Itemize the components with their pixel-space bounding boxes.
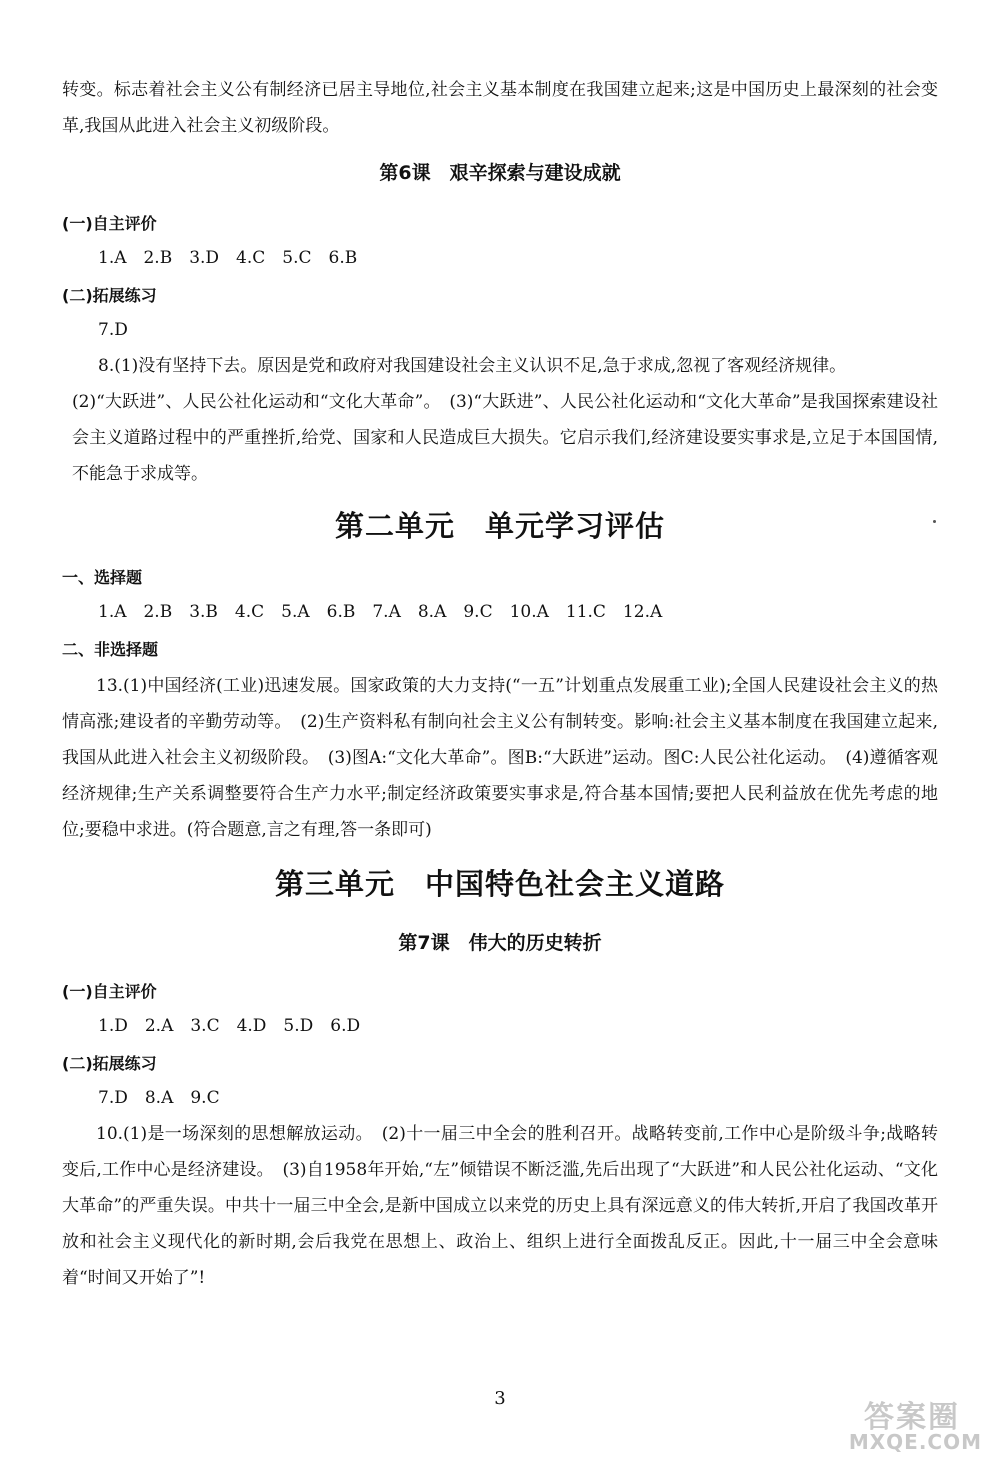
- lesson-7-q10-answer: 10.(1)是一场深刻的思想解放运动。 (2)十一届三中全会的胜利召开。战略转变前,工作中心是阶级斗争;战略转变后,工作中心是经济建设。 (3)自1958年开始,“左”倾错误不断泛滥,先后出现了“大跃进”和人民公社化运动、“文化大革命”的严重失误。中共十一届三中全会,是新中国成立以来党的历史上具有深远意义的伟大转折,开启了我国改革开放和社会主义现代化的新时期,会后我党在思想上、政治上、组织上进行全面拨乱反正。因此,十一届三中全会意味着“时间又开始了”!: [62, 1124, 938, 1288]
- lesson-7-q7-9-answers: 7.D 8.A 9.C: [98, 1088, 220, 1108]
- unit-2-nonchoice-heading: 二、非选择题: [62, 640, 159, 659]
- lesson-7-extension-heading: (二)拓展练习: [62, 1054, 157, 1073]
- lesson-6-title: 第6课 艰辛探索与建设成就: [379, 162, 621, 184]
- lesson-6-q7-answer: 7.D: [98, 320, 128, 340]
- unit-2-choice-answers: 1.A 2.B 3.B 4.C 5.A 6.B 7.A 8.A 9.C 10.A 11.C 12.A: [98, 602, 663, 622]
- unit-3-title: 第三单元 中国特色社会主义道路: [274, 867, 725, 901]
- lesson-7-title: 第7课 伟大的历史转折: [398, 932, 602, 954]
- lesson-6-q8-line1: 8.(1)没有坚持下去。原因是党和政府对我国建设社会主义认识不足,急于求成,忽视了客观经济规律。: [98, 356, 847, 376]
- scan-speck: [933, 520, 936, 523]
- lesson-6-self-eval-heading: (一)自主评价: [62, 214, 157, 233]
- lesson-7-self-eval-answers: 1.D 2.A 3.C 4.D 5.D 6.D: [98, 1016, 361, 1036]
- intro-paragraph: 转变。标志着社会主义公有制经济已居主导地位,社会主义基本制度在我国建立起来;这是中国历史上最深刻的社会变革,我国从此进入社会主义初级阶段。: [62, 80, 938, 136]
- unit-2-choice-heading: 一、选择题: [62, 568, 143, 587]
- unit-2-title: 第二单元 单元学习评估: [334, 509, 665, 543]
- lesson-6-extension-heading: (二)拓展练习: [62, 286, 157, 305]
- lesson-6-q8-answer: (2)“大跃进”、人民公社化运动和“文化大革命”。 (3)“大跃进”、人民公社化运动和“文化大革命”是我国探索建设社会主义道路过程中的严重挫折,给党、国家和人民造成巨大损失。它启示我们,经济建设要实事求是,立足于本国国情,不能急于求成等。: [72, 392, 938, 484]
- lesson-7-self-eval-heading: (一)自主评价: [62, 982, 157, 1001]
- page-number: 3: [494, 1388, 506, 1409]
- watermark-url: MXQE.COM: [848, 1430, 982, 1454]
- watermark-logo-text: 答案圈: [864, 1400, 960, 1435]
- unit-2-q13-answer: 13.(1)中国经济(工业)迅速发展。国家政策的大力支持(“一五”计划重点发展重工业);全国人民建设社会主义的热情高涨;建设者的辛勤劳动等。 (2)生产资料私有制向社会主义公有制转变。影响:社会主义基本制度在我国建立起来,我国从此进入社会主义初级阶段。 (3)图A:“文化大革命”。图B:“大跃进”运动。图C:人民公社化运动。 (4)遵循客观经济规律;生产关系调整要符合生产力水平;制定经济政策要实事求是,符合基本国情;要把人民利益放在优先考虑的地位;要稳中求进。(符合题意,言之有理,答一条即可): [62, 676, 938, 840]
- site-watermark: [772, 1392, 982, 1454]
- lesson-6-self-eval-answers: 1.A 2.B 3.D 4.C 5.C 6.B: [98, 248, 358, 268]
